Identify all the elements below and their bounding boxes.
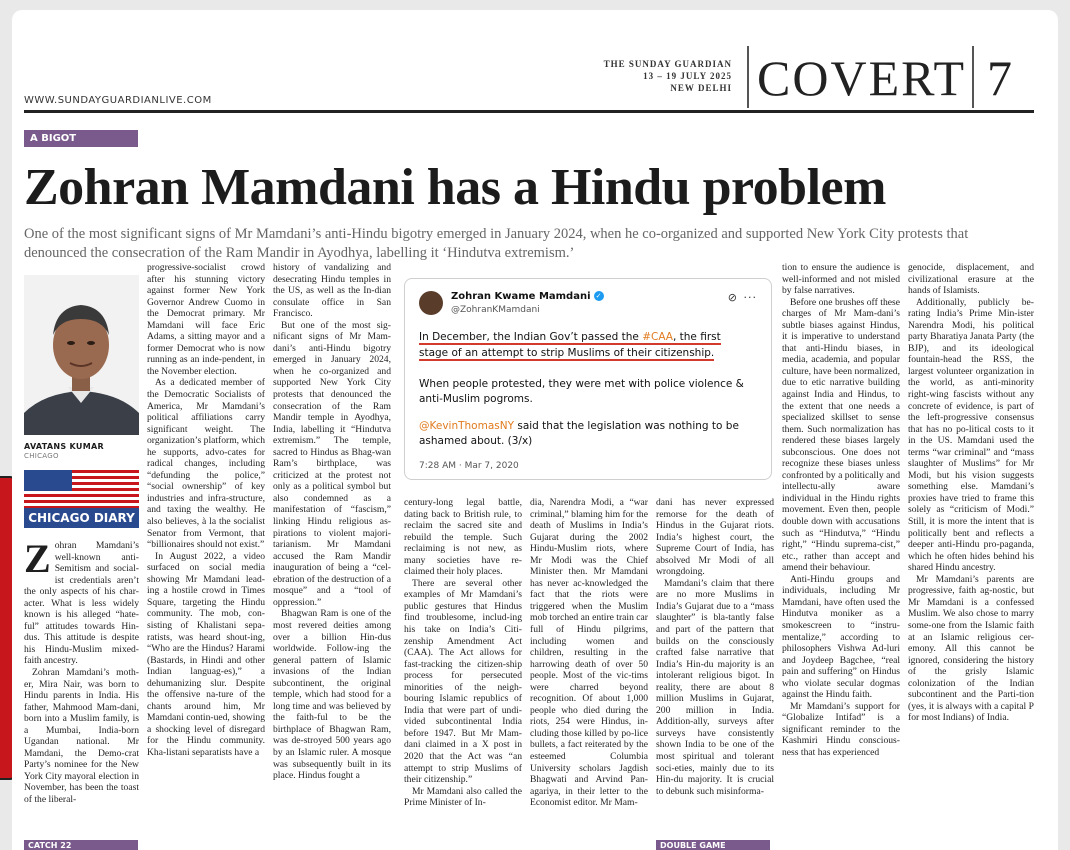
us-flag-icon	[24, 470, 139, 508]
issue-date: 13 – 19 JULY 2025	[643, 71, 732, 81]
column-3	[273, 262, 391, 837]
column-1	[24, 540, 139, 835]
newspaper-page	[12, 10, 1058, 850]
col6-para-1: dani has never expressed remorse for the death of Hindus in the Gujarat riots. India’s highest court, the Supreme Court of India, has absolved Mr Modi of all wrongdoing.	[656, 497, 774, 578]
bottom-tag-left: CATCH 22	[24, 840, 138, 850]
masthead	[602, 58, 732, 94]
col2-para-2: As a dedicated member of the Democratic Socialists of America, Mr Mamdani’s political affiliations carry significant weight. The organization’s platform, which he supports, advo-cates for radical changes, including “defunding the police,” “social ownership” of key industries and infra-structure, and taxing the wealthy. He also believes, à la the socialist Senator from Vermont, that “billionaires should not exist.”	[147, 377, 265, 551]
col3-para-1: history of vandalizing and desecrating Hindu temples in the US, as well as the In-dian consulate office in San Francisco.	[273, 262, 391, 320]
masthead-divider	[747, 46, 749, 108]
column-5	[530, 497, 648, 837]
col6-para-2: Mamdani’s claim that there are no more Muslims in India’s Gujarat due to a “mass slaughter” is bla-tantly false and part of the pattern that builds on the consciously crafted false narrative that India’s Hin-du majority is an intolerant religious bigot. In reality, there are about 8 million Muslims in Gujarat, 200 million in India. Addition-ally, surveys after surveys have consistently shown India to be one of the most spiritual and tolerant soci-eties, mainly due to its Hin-du majority. It is crucial to debunk such misinforma-	[656, 577, 774, 797]
tweet-mention: @KevinThomasNY	[419, 420, 515, 432]
tweet-text-2: When people protested, they were met with police violence & anti-Muslim pogroms.	[419, 378, 744, 405]
chicago-diary-label: CHICAGO DIARY	[24, 508, 139, 528]
tweet-handle: @ZohranKMamdani	[451, 305, 540, 315]
col2-para-1: progressive-socialist crowd after his stunning victory against former New York Governor Andrew Cuomo in the Democrat primary. Mr Mamdani will face Eric Adams, a sitting mayor and a former Democrat who is now running as an inde-pendent, in the November election.	[147, 262, 265, 377]
tweet-avatar	[419, 291, 443, 315]
grok-icon: ⊘	[727, 291, 737, 304]
tweet-text-3-b: said that the legislation was nothing to be ashamed about. (3/x)	[419, 420, 739, 447]
page-number-divider	[972, 46, 974, 108]
column-7	[782, 262, 900, 837]
col1-para-1: ohran Mamdani’s well-known anti-Semitism and social-ist credentials aren’t the only aspects of his char-acter. What is less widely known is his alleged “hate-ful” attitudes towards Hin-dus. This attitude is despite his Hindu-Muslim mixed-faith ancestry.	[24, 540, 139, 667]
col7-para-2: Before one brushes off these charges of Mr Mam-dani’s subtle biases against Hindus, it is imperative to understand that anti-Hindu biases, in media, academia, and popular culture, have been normalized, due to etic narrative building against India and Hindus, to the extent that one needs a specialized skillset to sense them. Such normalization has rendered these biases largely subconscious. One does not recognize these biases unless confronted by a politically and intellectu-ally aware individual in the Hindu rights movement. Even then, people double down with accusations such as “Hindutva,” “Hindu right,” “Hindu suprema-cist,” etc., rather than accept and amend their behaviour.	[782, 296, 900, 574]
col3-para-2: But one of the most sig-nificant signs of Mr Mam-dani’s anti-Hindu bigotry emerged in January 2024, when he co-organized and supported New York City protests that denounced the consecration of the Ram Mandir temple in Ayodhya, India, labelling it “Hindutva extremism.” The temple, sacred to Hindus as Bhag-wan Ram’s birthplace, was criticized at the protest not only as a political symbol but also condemned as a manifestation of “fascism,” linking Hindu religious as-pirations to violent majori-tarianism. Mr Mamdani accused the Ram Mandir inauguration of being a “cel-ebration of the destruction of a mosque” and a “tool of oppression.”	[273, 319, 391, 608]
tweet-text-1-b: , the first stage of an attempt to strip Muslims of their citizenship.	[419, 331, 721, 359]
col7-para-1: tion to ensure the audience is well-informed and not misled by false narratives.	[782, 262, 900, 297]
embedded-tweet	[404, 278, 772, 480]
headline: Zohran Mamdani has a Hindu problem	[24, 159, 886, 216]
section-title: COVERT	[757, 50, 966, 106]
issue-city: NEW DELHI	[670, 83, 732, 93]
col1-para-2: Zohran Mamdani’s moth-er, Mira Nair, was born to Hindu parents in India. His father, Mahmood Mam-dani, born into a Muslim family, is a Mumbai, India-born Ugandan national. Mr Mamdani, the Demo-crat Party’s nominee for the New York City mayoral election in November, has been the toast of the liberal-	[24, 667, 139, 806]
site-url: WWW.SUNDAYGUARDIANLIVE.COM	[24, 95, 212, 106]
paper-name: THE SUNDAY GUARDIAN	[603, 59, 732, 69]
drop-cap: Z	[24, 540, 51, 581]
more-options-icon: ···	[743, 291, 757, 304]
tweet-text-1	[419, 329, 749, 361]
page-number: 7	[987, 50, 1012, 106]
tweet-text-3	[419, 419, 749, 449]
kicker-label: A BIGOT	[24, 130, 138, 147]
col4-para-2: There are several other examples of Mr Mamdani’s public gestures that Hindus find troublesome, includ-ing his take on India’s Citi-zenship Amendment Act (CAA). The Act allows for fast-tracking the citizen-ship process for persecuted minorities of the neigh-bouring Islamic republics of India that were part of undi-vided subcontinental India before 1947. But Mr Mam-dani claimed in a X post in 2020 that the Act was “an attempt to strip Muslims of their citizenship.”	[404, 577, 522, 786]
col4-para-1: century-long legal battle, dating back to British rule, to reclaim the sacred site and rebuild the temple. Such reclaiming is not new, as many societies have re-claimed their holy places.	[404, 497, 522, 578]
author-name: AVATANS KUMAR	[24, 442, 104, 451]
col8-para-1: genocide, displacement, and civilizational erasure at the hands of Islamists.	[908, 262, 1034, 297]
col2-para-3: In August 2022, a video surfaced on social media showing Mr Mamdani lead-ing a hostile crowd in Times Square, targeting the Hindu community. The mob, con-sisting of Khalistani sepa-ratists, was heard shout-ing, “Who are the Hindus? Harami (Bastards, in Hindi and other Indian languag-es),” a dehumanizing slur. Despite the offensive na-ture of the chants around him, Mr Mamdani contin-ued, showing a shocking level of disregard for the Hindu community. Kha-listani separatists have a	[147, 550, 265, 758]
tweet-hashtag: #CAA	[642, 331, 673, 343]
col8-para-2: Additionally, publicly be-rating India’s Prime Min-ister Narendra Modi, his political party Bharatiya Janata Party (the BJP), and its ideological fountain-head the RSS, the largest volunteer organization in the world, as anti-minority right-wing fascists without any concrete of evidence, is part of the left-progressive consensus that has no po-litical costs to it in the US. Mamdani used the terms “war criminal” and “mass slaughter of Muslims” for Mr Modi, but his vision suggests something else. Mamdani’s proxies have tried to frame this solely as “criticism of Modi.” Still, it is more the intent that is politically bent and reflects a deeper anti-Hindu pro-paganda, which he often hides behind his shared Hindu ancestry.	[908, 296, 1034, 574]
standfirst: One of the most significant signs of Mr Mamdani’s anti-Hindu bigotry emerged in January 2024, when he co-organized and supported New York City protests that denounced the consecration of the Ram Mandir in Ayodhya, labelling it ‘Hindutva extremism.’	[24, 226, 969, 261]
tweet-author-name: Zohran Kwame Mamdani	[451, 291, 591, 302]
column-8	[908, 262, 1034, 837]
bottom-tag-right: DOUBLE GAME	[656, 840, 770, 850]
author-photo	[24, 275, 139, 435]
column-4	[404, 497, 522, 837]
tweet-author	[451, 291, 604, 302]
col3-para-3: Bhagwan Ram is one of the most revered deities among over a billion Hin-dus worldwide. Follow-ing the general pattern of Islamic invasions of the Indian subcontinent, the original temple, which had stood for a long time and was believed by the faith-ful to be the birthplace of Bhagwan Ram, was de-stroyed 500 years ago by an Islamic ruler. A mosque was subsequently built in its place. Hindus fought a	[273, 608, 391, 782]
verified-badge-icon: ✓	[594, 291, 604, 301]
tweet-timestamp: 7:28 AM · Mar 7, 2020	[419, 461, 519, 471]
col8-para-3: Mr Mamdani’s parents are progressive, faith ag-nostic, but Mr Mamdani is a confessed Muslim. We also chose to marry some-one from the Islamic faith at an Islamic religious cer-emony. All this cannot be ignored, considering the history of the grisly Islamic colonization of the Indian subcontinent and the Parti-tion (yes, it is always with a capital P for most Indians) of India.	[908, 573, 1034, 724]
col5-para-1: dia, Narendra Modi, a “war criminal,” blaming him for the death of Muslims in India’s Gujarat during the 2002 Hindu-Muslim riots, where Mr Modi was the Chief Minister then. Mr Mamdani has never ac-knowledged the fact that the riots were triggered when the Muslim mob torched an entire train car full of Hindu pilgrims, including women and children, resulting in the harrowing death of over 50 people. Most of the vic-tims were charred beyond recognition. Of about 1,000 people who died during the riots, 254 were Hindus, in-cluding those killed by po-lice bullets, a fact reiterated by the esteemed Columbia University scholars Jagdish Bhagwati and Arvind Pan-agariya, in their letter to the Economist editor. Mr Mam-	[530, 497, 648, 809]
col7-para-3: Anti-Hindu groups and individuals, including Mr Mamdani, have often used the Hindutva moniker as a smokescreen to “instru-mentalize,” according to philosophers Vishwa Ad-luri and Joydeep Bagchee, “real pain and suffering” on Hindus who violate secular dogmas against the Hindu faith.	[782, 573, 900, 701]
col4-para-3: Mr Mamdani also called the Prime Minister of In-	[404, 785, 522, 809]
column-2	[147, 262, 265, 837]
tweet-text-1-a: In December, the Indian Gov’t passed the	[419, 331, 643, 343]
header-rule	[24, 110, 1034, 113]
author-location: CHICAGO	[24, 452, 59, 460]
column-6	[656, 497, 774, 837]
col7-para-4: Mr Mamdani’s support for “Globalize Intifad” is a significant reminder to the Kashmiri Hindu conscious-ness that has experienced	[782, 700, 900, 758]
